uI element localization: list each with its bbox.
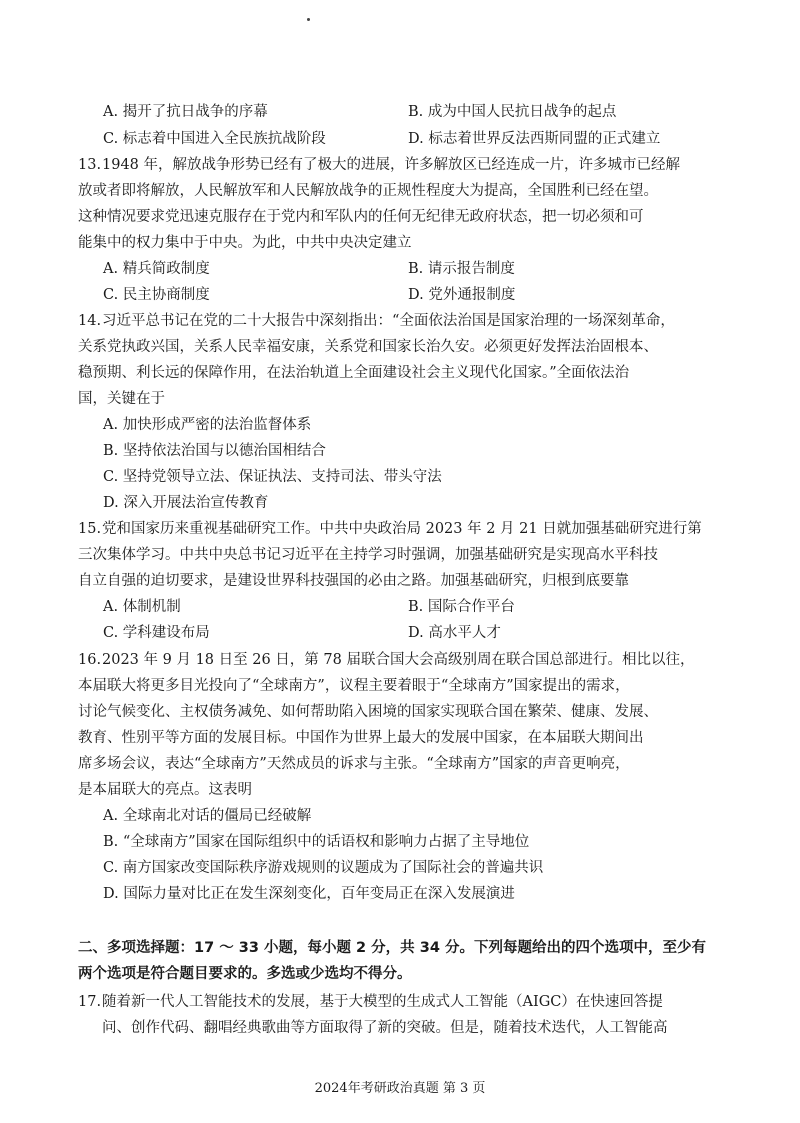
scan-speck <box>307 18 310 21</box>
q16-text-line: 席多场会议，表达“全球南方”天然成员的诉求与主张。“全球南方”国家的声音更响亮， <box>78 756 630 772</box>
q14-text-line: 稳预期、利长远的保障作用，在法治轨道上全面建设社会主义现代化国家。”全面依法治 <box>78 365 630 381</box>
q15-option-d[interactable]: D. 高水平人才 <box>408 625 501 641</box>
q14-text-line: 关系党执政兴国，关系人民幸福安康，关系党和国家长治久安。必须更好发挥法治固根本、 <box>78 339 658 355</box>
q14-option-d[interactable]: D. 深入开展法治宣传教育 <box>103 495 269 511</box>
q16-text-line: 是本届联大的亮点。这表明 <box>78 782 252 798</box>
q17-text-line: 随着新一代人工智能技术的发展，基于大模型的生成式人工智能（AIGC）在快速回答提 <box>102 994 663 1010</box>
q13-option-a[interactable]: A. 精兵简政制度 <box>103 261 210 277</box>
q13-text-line: 这种情况要求党迅速克服存在于党内和军队内的任何无纪律无政府状态，把一切必须和可 <box>78 209 644 225</box>
q16-number: 16. <box>78 652 102 668</box>
q14-text-line: 习近平总书记在党的二十大报告中深刻指出：“全面依法治国是国家治理的一场深刻革命， <box>102 313 675 329</box>
q15-option-a[interactable]: A. 体制机制 <box>103 599 181 615</box>
q13-option-c[interactable]: C. 民主协商制度 <box>103 287 210 303</box>
q16-option-c[interactable]: C. 南方国家改变国际秩序游戏规则的议题成为了国际社会的普遍共识 <box>103 860 544 876</box>
q17-text-line: 问、创作代码、翻唱经典歌曲等方面取得了新的突破。但是，随着技术迭代，人工智能高 <box>102 1020 668 1036</box>
q12-option-a[interactable]: A. 揭开了抗日战争的序幕 <box>103 104 268 120</box>
page-footer: 2024年考研政治真题 第 3 页 <box>314 1081 486 1096</box>
q16-text-line: 讨论气候变化、主权债务减免、如何帮助陷入困境的国家实现联合国在繁荣、健康、发展、 <box>78 704 658 720</box>
q14-number: 14. <box>78 313 102 329</box>
q15-number: 15. <box>78 521 102 537</box>
q16-option-a[interactable]: A. 全球南北对话的僵局已经破解 <box>103 808 312 824</box>
q16-text-line: 2023 年 9 月 18 日至 26 日，第 78 届联合国大会高级别周在联合国总部进行。相比以往， <box>102 652 695 668</box>
q14-text-line: 国，关键在于 <box>78 391 165 407</box>
q13-text-line: 1948 年，解放战争形势已经有了极大的进展，许多解放区已经连成一片，许多城市已经解 <box>102 157 681 173</box>
section-2-instructions: 两个选项是符合题目要求的。多选或少选均不得分。 <box>78 966 412 982</box>
q15-option-c[interactable]: C. 学科建设布局 <box>103 625 210 641</box>
q15-text-line: 自立自强的迫切要求，是建设世界科技强国的必由之路。加强基础研究，归根到底要靠 <box>78 573 629 589</box>
q14-option-b[interactable]: B. 坚持依法治国与以德治国相结合 <box>103 443 326 459</box>
q16-option-b[interactable]: B. “全球南方”国家在国际组织中的话语权和影响力占据了主导地位 <box>103 834 530 850</box>
q12-option-b[interactable]: B. 成为中国人民抗日战争的起点 <box>408 104 617 120</box>
q15-text-line: 三次集体学习。中共中央总书记习近平在主持学习时强调，加强基础研究是实现高水平科技 <box>78 547 658 563</box>
q13-text-line: 放或者即将解放，人民解放军和人民解放战争的正规性程度大为提高，全国胜利已经在望。 <box>78 183 658 199</box>
q15-text-line: 党和国家历来重视基础研究工作。中共中央政治局 2023 年 2 月 21 日就加强基础研究进行第 <box>102 521 702 537</box>
q14-option-c[interactable]: C. 坚持党领导立法、保证执法、支持司法、带头守法 <box>103 469 442 485</box>
q17-number: 17. <box>78 994 102 1010</box>
q16-text-line: 本届联大将更多目光投向了“全球南方”，议程主要着眼于“全球南方”国家提出的需求， <box>78 678 630 694</box>
q14-option-a[interactable]: A. 加快形成严密的法治监督体系 <box>103 417 312 433</box>
q13-option-d[interactable]: D. 党外通报制度 <box>408 287 516 303</box>
section-2-instructions: 二、多项选择题：17 ～ 33 小题，每小题 2 分，共 34 分。下列每题给出的四个选项中，至少有 <box>78 940 706 956</box>
q13-option-b[interactable]: B. 请示报告制度 <box>408 261 515 277</box>
q12-option-c[interactable]: C. 标志着中国进入全民族抗战阶段 <box>103 131 326 147</box>
q12-option-d[interactable]: D. 标志着世界反法西斯同盟的正式建立 <box>408 131 661 147</box>
q15-option-b[interactable]: B. 国际合作平台 <box>408 599 515 615</box>
q16-option-d[interactable]: D. 国际力量对比正在发生深刻变化，百年变局正在深入发展演进 <box>103 886 515 902</box>
q13-number: 13. <box>78 157 102 173</box>
q16-text-line: 教育、性别平等方面的发展目标。中国作为世界上最大的发展中国家，在本届联大期间出 <box>78 730 644 746</box>
q13-text-line: 能集中的权力集中于中央。为此，中共中央决定建立 <box>78 235 412 251</box>
